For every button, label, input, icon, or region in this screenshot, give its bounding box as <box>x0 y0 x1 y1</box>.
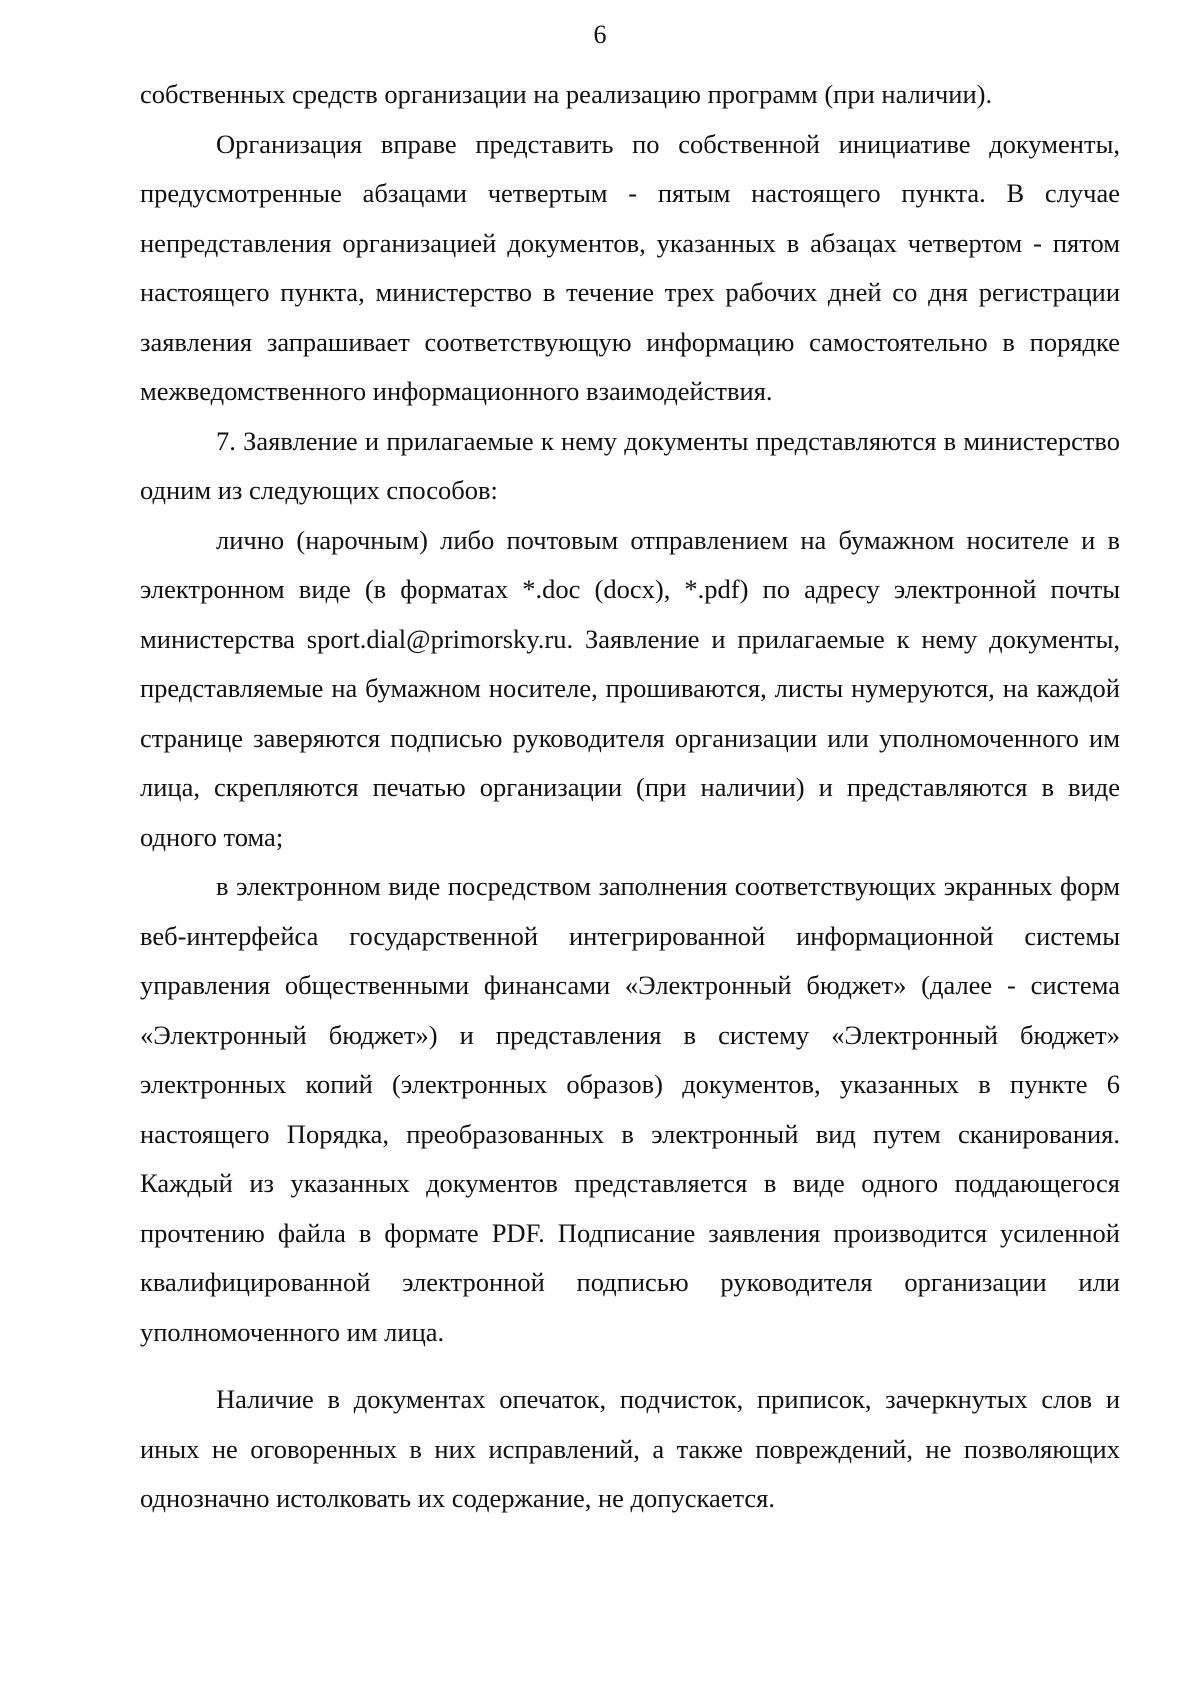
document-body <box>140 70 1120 1524</box>
paragraph-initiative-documents: Организация вправе представить по собственной инициативе документы, предусмотренные абзацами четвертым - пятым настоящего пункта. В случае непредставления организацией документов, указанных в абзацах четвертом - пятом настоящего пункта, министерство в течение трех рабочих дней со дня регистрации заявления запрашивает соответствующую информацию самостоятельно в порядке межведомственного информационного взаимодействия. <box>140 128 1120 406</box>
page-number: 6 <box>593 20 607 49</box>
paragraph-electronic-submission: в электронном виде посредством заполнения соответствующих экранных форм веб-интерфейса государственной интегрированной информационной системы управления общественными финансами «Электронный бюджет» (далее - система «Электронный бюджет») и представления в систему «Электронный бюджет» электронных копий (электронных образов) документов, указанных в пункте 6 настоящего Порядка, преобразованных в электронный вид путем сканирования. Каждый из указанных документов представляется в виде одного поддающегося прочтению файла в формате PDF. Подписание заявления производится усиленной квалифицированной электронной подписью руководителя организации или уполномоченного им лица. <box>140 871 1120 1347</box>
paragraph-paper-submission: лично (нарочным) либо почтовым отправлением на бумажном носителе и в электронном виде (в форматах *.doc (docx), *.pdf) по адресу электронной почты министерства sport.dial@primorsky.ru. Заявление и прилагаемые к нему документы, представляемые на бумажном носителе, прошиваются, листы нумеруются, на каждой странице заверяются подписью руководителя организации или уполномоченного им лица, скрепляются печатью организации (при наличии) и представляются в виде одного тома; <box>140 524 1120 852</box>
paragraph-continuation: собственных средств организации на реализацию программ (при наличии). <box>140 79 993 109</box>
paragraph-corrections-not-allowed: Наличие в документах опечаток, подчисток, приписок, зачеркнутых слов и иных не оговоренных в них исправлений, а также повреждений, не позволяющих однозначно истолковать их содержание, не допускается. <box>140 1384 1120 1513</box>
paragraph-item-7: 7. Заявление и прилагаемые к нему документы представляются в министерство одним из следующих способов: <box>140 425 1120 505</box>
